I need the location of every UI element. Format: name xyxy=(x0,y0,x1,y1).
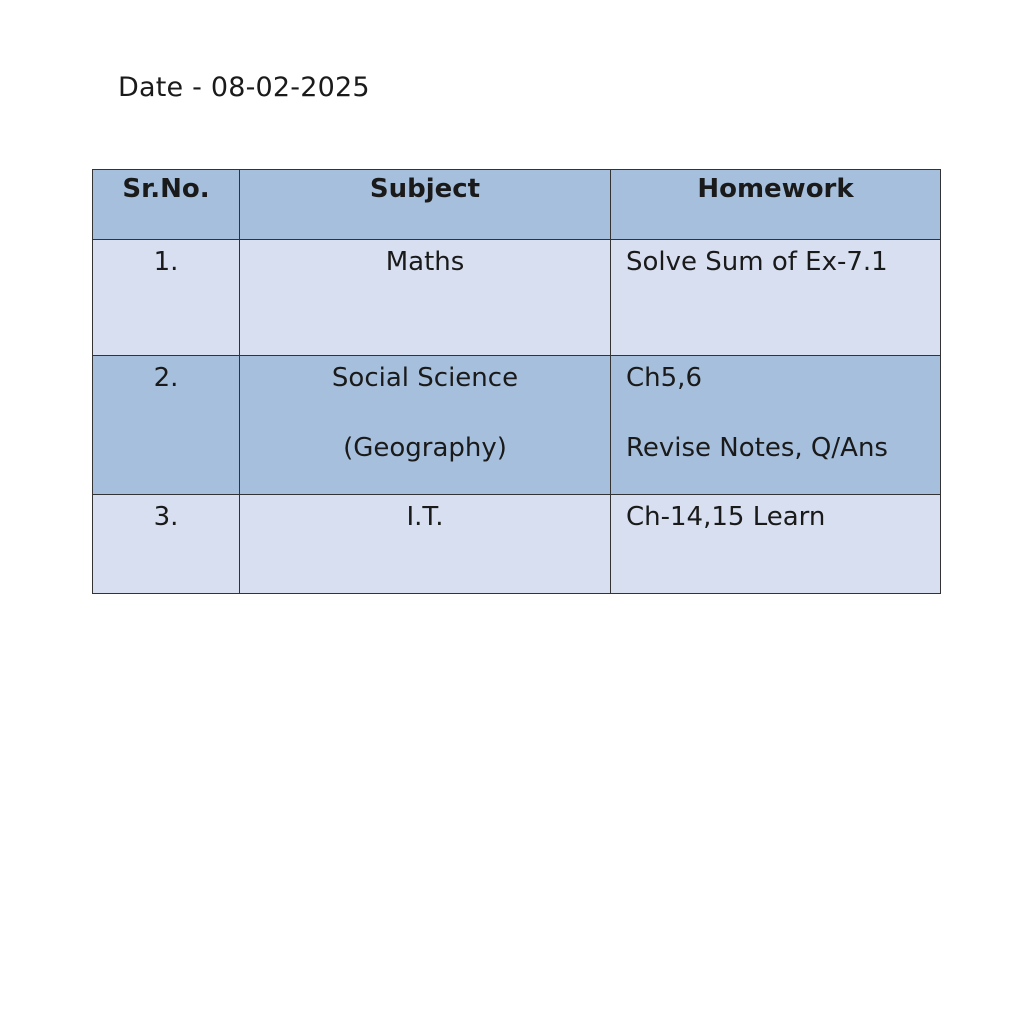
row-subject-text: Social Science xyxy=(331,363,519,393)
row-sr-no-text: 2. xyxy=(153,363,179,393)
header-sr-no: Sr.No. xyxy=(93,170,240,240)
table-row xyxy=(93,356,941,495)
row-subject xyxy=(240,356,611,495)
row-sr-no xyxy=(93,356,240,495)
table-row xyxy=(93,240,941,356)
row-subject xyxy=(240,240,611,356)
row-homework-text: Ch5,6 xyxy=(626,363,702,393)
table-row xyxy=(93,495,941,594)
row-homework-text: Solve Sum of Ex-7.1 xyxy=(626,247,888,277)
table-header-row xyxy=(93,170,941,240)
row-sr-no-text: 3. xyxy=(153,502,179,532)
row-homework xyxy=(611,495,941,594)
date-label: Date - 08-02-2025 xyxy=(118,72,370,103)
row-sr-no xyxy=(93,240,240,356)
row-homework-text: Ch-14,15 Learn xyxy=(626,502,826,532)
homework-table xyxy=(92,169,941,594)
row-subject xyxy=(240,495,611,594)
header-homework: Homework xyxy=(611,170,941,240)
row-subject-text: I.T. xyxy=(406,502,444,532)
header-subject: Subject xyxy=(240,170,611,240)
row-subject-text-line2: (Geography) xyxy=(343,433,507,463)
row-sr-no-text: 1. xyxy=(153,247,179,277)
row-homework-text-line2: Revise Notes, Q/Ans xyxy=(626,433,888,463)
row-homework xyxy=(611,240,941,356)
row-homework xyxy=(611,356,941,495)
row-subject-text: Maths xyxy=(385,247,465,277)
row-sr-no xyxy=(93,495,240,594)
